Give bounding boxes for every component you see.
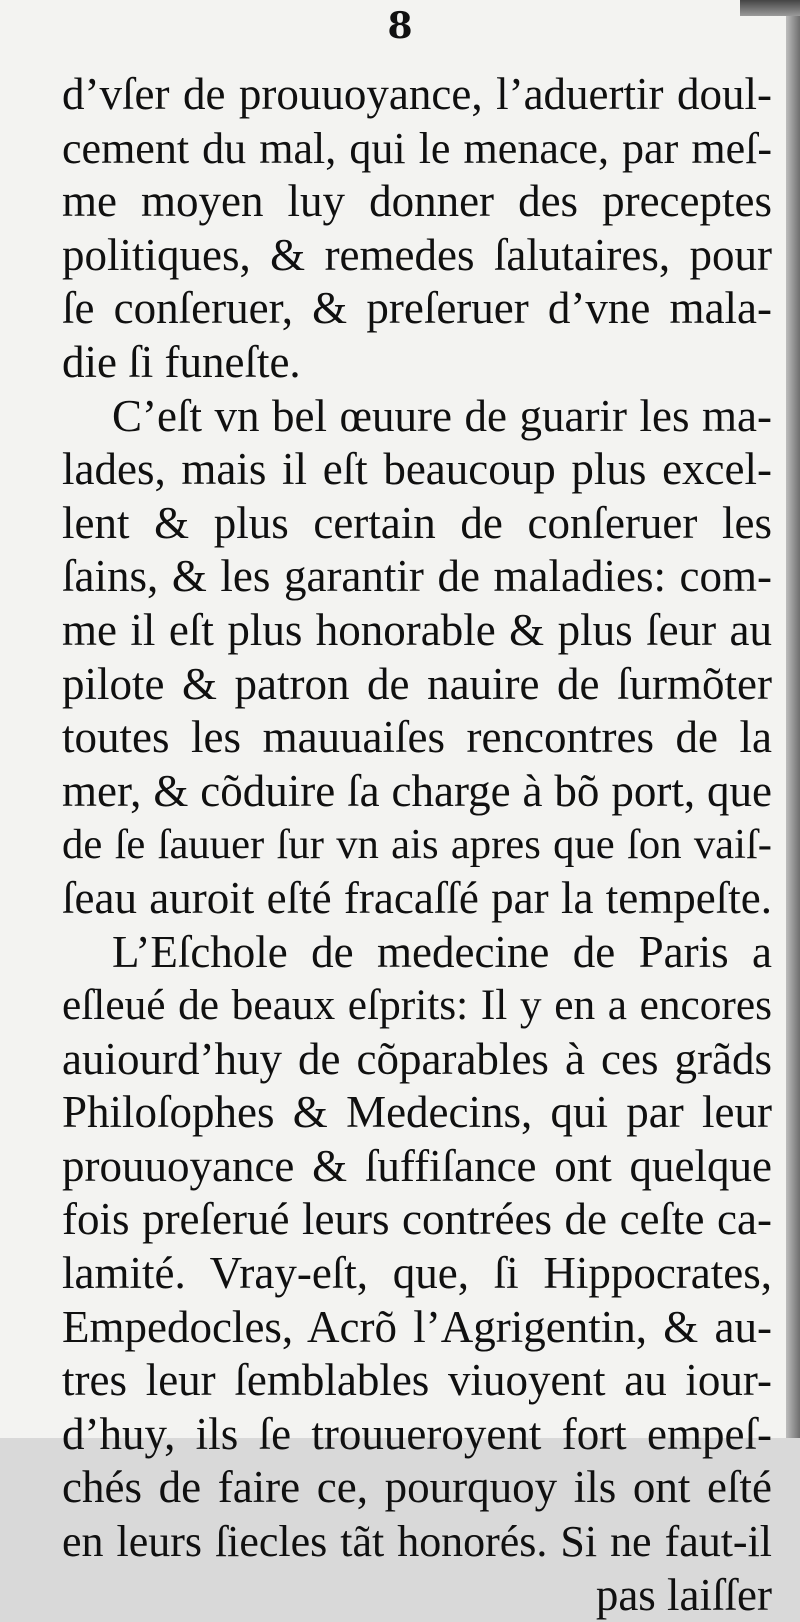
- page-edge-shadow: [786, 0, 800, 1438]
- text-line: C’eſt vn bel œuure de guarir les ma-: [112, 390, 772, 441]
- catchword: pas laiſſer: [595, 1569, 772, 1620]
- text-line: me moyen luy donner des preceptes: [62, 176, 772, 227]
- text-line: fois preſerué leurs contrées de ceſte ca-: [62, 1194, 772, 1245]
- text-line: ſe conſeruer, & preſeruer d’vne mala-: [62, 283, 772, 334]
- body-text: [62, 68, 772, 1622]
- text-line: chés de faire ce, pourquoy ils ont eſté: [62, 1462, 772, 1513]
- text-line: prouuoyance & ſuffiſance ont quelque: [62, 1140, 772, 1191]
- text-line: ſeau auroit eſté fracaſſé par la tempeſte.: [62, 872, 772, 923]
- text-line: Philoſophes & Medecins, qui par leur: [62, 1087, 772, 1138]
- text-line: mer, & cõduire ſa charge à bõ port, que: [62, 765, 772, 816]
- text-line: lamité. Vray-eſt, que, ſi Hippocrates,: [62, 1248, 772, 1299]
- text-line: pilote & patron de nauire de ſurmõter: [62, 658, 772, 709]
- text-line: d’huy, ils ſe trouueroyent fort empeſ-: [62, 1408, 772, 1459]
- text-line: Empedocles, Acrõ l’Agrigentin, & au-: [62, 1301, 772, 1352]
- text-line: die ſi funeſte.: [62, 336, 301, 387]
- text-line: toutes les mauuaiſes rencontres de la: [62, 712, 772, 763]
- text-line: lent & plus certain de conſeruer les: [62, 497, 772, 548]
- text-line: cement du mal, qui le menace, par meſ-: [62, 123, 772, 173]
- text-line: auiourd’huy de cõparables à ces grãds: [62, 1033, 772, 1084]
- page-number: 8: [387, 5, 413, 47]
- text-line: en leurs ſiecles tãt honorés. Si ne faut-il: [62, 1517, 772, 1567]
- text-line: ſains, & les garantir de maladies: com-: [62, 551, 772, 602]
- text-line: politiques, & remedes ſalutaires, pour: [62, 229, 772, 280]
- text-line: d’vſer de prouuoyance, l’aduertir doul-: [62, 69, 772, 119]
- text-line: L’Eſchole de medecine de Paris a: [112, 926, 772, 977]
- text-line: tres leur ſemblables viuoyent au iour-: [62, 1355, 772, 1406]
- text-line: me il eſt plus honorable & plus ſeur au: [62, 604, 772, 655]
- text-line: de ſe ſauuer ſur vn ais apres que ſon vaiſ-: [62, 821, 772, 869]
- text-line: lades, mais il eſt beaucoup plus excel-: [62, 444, 772, 495]
- text-line: eſleué de beaux eſprits: Il y en a encores: [62, 981, 772, 1030]
